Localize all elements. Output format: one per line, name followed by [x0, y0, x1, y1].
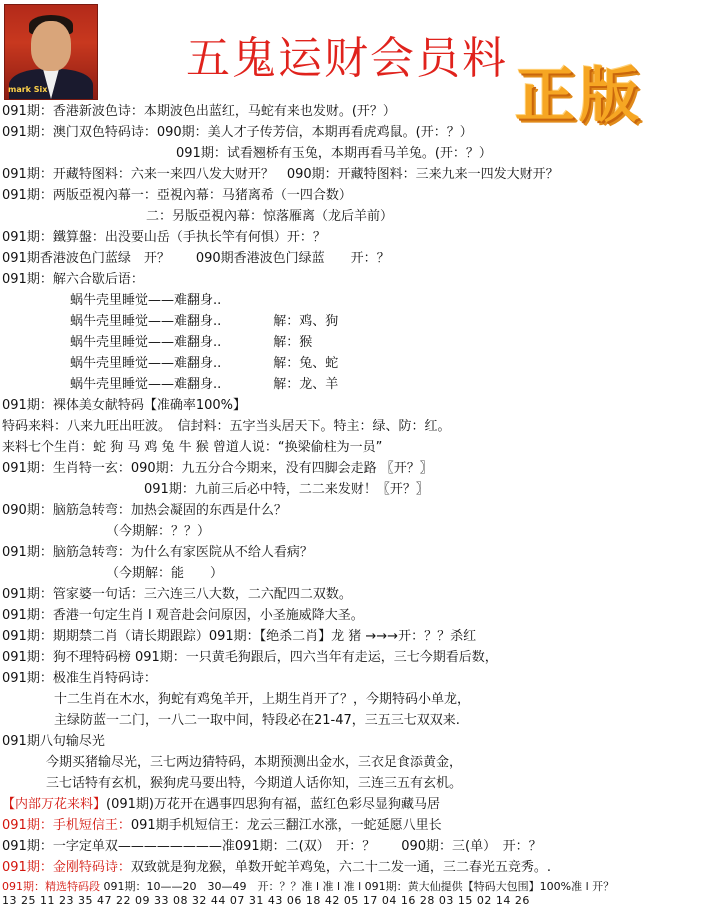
line-riddle-5: 蜗牛壳里睡觉——难翻身.. 解：龙、羊 [70, 377, 339, 392]
line-atv-inside-2: 二：另版亞視內幕：惊落雁离（龙后羊前） [146, 209, 394, 224]
line-hk-wave-door: 091期香港波色门蓝绿 开？ 090期香港波色门绿蓝 开：？ [2, 251, 390, 266]
line-macau-poem-cont: 091期：试看翘桥有玉兔，本期再看马羊兔。(开：？） [176, 146, 492, 161]
line-eight-sentences-1: 今期买猪输尽光，三七两边猜特码，本期预测出金水，三衣足食添黄金， [46, 755, 463, 770]
line-beauty-code: 091期：裸体美女献特码【准确率100%】 [2, 398, 246, 413]
selected-segment-text: 091期：10——20 30—49 开：？？准 l 准 l 准 l [103, 880, 362, 893]
internal-source-text: (091期)万花开在遇事四思狗有福，蓝红色彩尽显狗藏马居 [106, 797, 440, 812]
line-vajra-poem [2, 859, 551, 877]
line-brain-teaser-2: 091期：脑筋急转弯：为什么有家医院从不给人看病？ [2, 545, 313, 560]
number-row-1: 13 25 11 23 35 47 22 09 33 08 32 44 07 31 [2, 894, 264, 907]
line-riddle-1: 蜗牛壳里睡觉——难翻身.. [70, 293, 222, 308]
line-special-picture: 091期：开藏特图料：六来一来四八发大财开？ 090期：开藏特图料：三来九来一四发大财开？ [2, 167, 559, 182]
line-odd-even: 091期：一字定单双————————准091期：二(双） 开：？ 090期：三(单） 开：？ [2, 839, 542, 854]
number-row-2: 43 06 18 42 05 17 04 16 28 03 15 02 14 26 [267, 894, 530, 907]
line-special-source: 特码来料：八来九旺出旺波。 信封料：五字当头居天下。特主：绿、防：红。 [2, 419, 451, 434]
line-riddle-4: 蜗牛壳里睡觉——难翻身.. 解：兔、蛇 [70, 356, 339, 371]
line-zodiac-mystery: 091期：生肖特一玄：090期：九五分合今期来，没有四脚会走路 〖开？〗 [2, 461, 433, 476]
selected-segment-label: 091期：精选特码段 [2, 880, 100, 893]
huang-daxian-text: 091期：黄大仙提供【特码大包围】100%准 l 开？ [364, 880, 615, 893]
line-seven-zodiac: 来料七个生肖：蛇 狗 马 鸡 兔 牛 猴 曾道人说：“换梁偷柱为一员” [2, 440, 383, 455]
line-zodiac-poem-2: 主绿防蓝一二门，一八二一取中间，特段必在21-47，三五三七双双来. [54, 713, 460, 728]
vajra-poem-text: 双致就是狗龙猴，单数开蛇羊鸡兔，六二十二发一通，三二春光五竞秀。. [130, 860, 551, 875]
genuine-stamp: 正版 [515, 61, 643, 131]
sms-king-text: 091期手机短信王：龙云三翻江水涨，一蛇延愿八里长 [130, 818, 442, 833]
line-iron-abacus: 091期：鐵算盤：出没要山岳（手执长竿有何惧）开：？ [2, 230, 326, 245]
line-zodiac-mystery-cont: 091期：九前三后必中特，二二来发财！〖开？〗 [144, 482, 429, 497]
number-row [2, 894, 530, 908]
line-atv-inside-1: 091期：两版亞視內幕一：亞視內幕：马猪离希（一四合数） [2, 188, 352, 203]
line-brain-answer-2: （今期解：能 ） [106, 566, 224, 581]
page-title: 五鬼运财会员料 [186, 33, 508, 84]
line-macau-poem: 091期：澳门双色特码诗：090期：美人才子传芳信，本期再看虎鸡鼠。(开：？） [2, 125, 473, 140]
line-ban-two-zodiac: 091期：期期禁二肖（请长期跟踪）091期：【绝杀二肖】龙 猪 →→→开：？？杀红 [2, 629, 477, 644]
internal-source-label: 【内部万花来料】 [2, 797, 107, 812]
line-zodiac-poem-heading: 091期：极准生肖特码诗： [2, 671, 157, 686]
line-selected-segment [2, 880, 614, 894]
line-riddle-3: 蜗牛壳里睡觉——难翻身.. 解：猴 [70, 335, 313, 350]
line-riddle-heading: 091期：解六合歇后语： [2, 272, 144, 287]
line-brain-teaser-1: 090期：脑筋急转弯：加热会凝固的东西是什么？ [2, 503, 287, 518]
line-riddle-2: 蜗牛壳里睡觉——难翻身.. 解：鸡、狗 [70, 314, 339, 329]
line-housekeeper: 091期：管家婆一句话：三六连三八大数，二六配四二双数。 [2, 587, 352, 602]
line-sms-king [2, 817, 442, 835]
line-eight-sentences-2: 三七话特有玄机，猴狗虎马要出特，今期道人话你知，三连三五有玄机。 [46, 776, 463, 791]
line-dog-list: 091期：狗不理特码榜 091期：一只黄毛狗跟后，四六当年有走运，三七今期看后数， [2, 650, 498, 665]
line-hk-wave-poem: 091期：香港新波色诗：本期波色出蓝红，马蛇有来也发财。(开？） [2, 104, 396, 119]
line-eight-sentences: 091期八句输尽光 [2, 734, 105, 749]
line-zodiac-poem-1: 十二生肖在木水，狗蛇有鸡兔羊开，上期生肖开了？，今期特码小单龙， [54, 692, 471, 707]
line-brain-answer-1: （今期解：？？） [106, 524, 211, 539]
vajra-poem-label: 091期：金刚特码诗： [2, 860, 131, 875]
line-hk-one-sentence: 091期：香港一句定生肖 l 观音赴会问原因，小圣施威降大圣。 [2, 608, 364, 623]
sms-king-label: 091期：手机短信王： [2, 818, 131, 833]
avatar: mark Six [4, 4, 98, 100]
line-internal-source [2, 796, 440, 814]
